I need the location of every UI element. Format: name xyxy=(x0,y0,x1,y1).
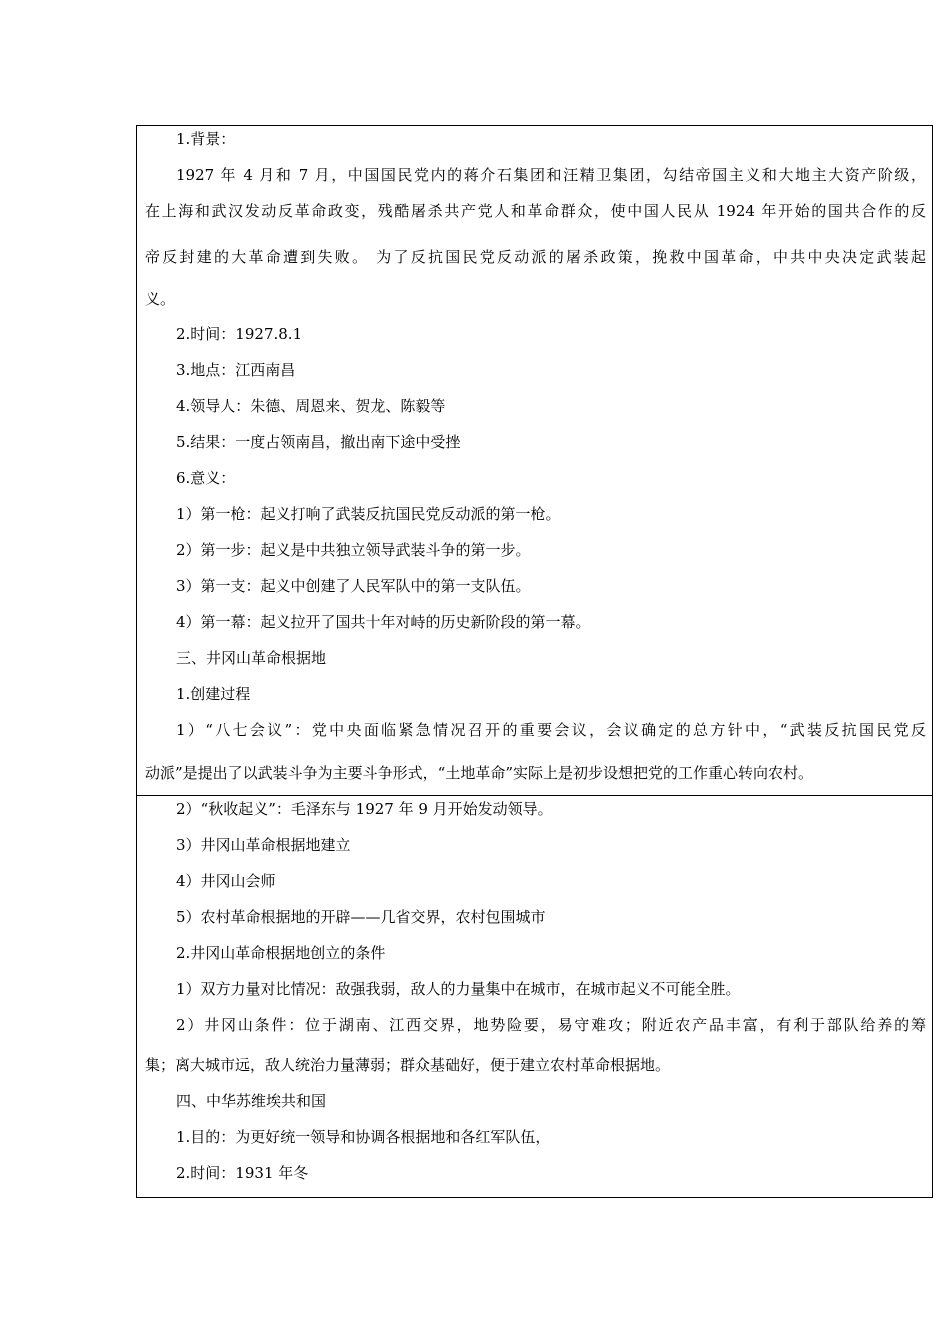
section-heading: 三、井冈山革命根据地 xyxy=(176,649,327,667)
paragraph-line: 4）井冈山会师 xyxy=(176,872,276,890)
paragraph-line: 1.目的：为更好统一领导和协调各根据地和各红军队伍， xyxy=(176,1128,551,1146)
paragraph-line: 1）双方力量对比情况：敌强我弱，敌人的力量集中在城市，在城市起义不可能全胜。 xyxy=(176,980,741,998)
paragraph-line: 集；离大城市远，敌人统治力量薄弱；群众基础好，便于建立农村革命根据地。 xyxy=(145,1056,671,1074)
table-cell-bottom xyxy=(136,795,933,1198)
paragraph-line: 3.地点：江西南昌 xyxy=(176,361,296,379)
paragraph-line: 义。 xyxy=(145,290,176,308)
paragraph-line: 5）农村革命根据地的开辟——几省交界，农村包围城市 xyxy=(176,908,546,926)
subsection-heading: 2.井冈山革命根据地创立的条件 xyxy=(176,944,386,962)
paragraph-line: 3）第一支：起义中创建了人民军队中的第一支队伍。 xyxy=(176,577,531,595)
table-cell-top xyxy=(136,125,933,796)
section-heading: 四、中华苏维埃共和国 xyxy=(176,1092,327,1110)
paragraph-line: 2.时间：1931 年冬 xyxy=(176,1164,309,1182)
paragraph-line: 1）“八七会议”：党中央面临紧急情况召开的重要会议，会议确定的总方针中，“武装反抗国民党反 xyxy=(176,721,926,739)
subsection-heading: 1.创建过程 xyxy=(176,685,251,703)
paragraph-line: 动派”是提出了以武装斗争为主要斗争形式，“土地革命”实际上是初步设想把党的工作重心转向农村。 xyxy=(145,764,814,782)
paragraph-line: 帝反封建的大革命遭到失败。 为了反抗国民党反动派的屠杀政策，挽救中国革命，中共中央决定武装起 xyxy=(145,248,926,266)
paragraph-line: 4）第一幕：起义拉开了国共十年对峙的历史新阶段的第一幕。 xyxy=(176,613,591,631)
paragraph-line: 2）“秋收起义”：毛泽东与 1927 年 9 月开始发动领导。 xyxy=(176,800,553,818)
paragraph-line: 2）井冈山条件：位于湖南、江西交界，地势险要，易守难攻；附近农产品丰富，有利于部队给养的筹 xyxy=(176,1016,926,1034)
paragraph-line: 6.意义： xyxy=(176,469,236,487)
paragraph-line: 在上海和武汉发动反革命政变，残酷屠杀共产党人和革命群众，使中国人民从 1924 年开始的国共合作的反 xyxy=(145,202,926,220)
paragraph-line: 2.时间：1927.8.1 xyxy=(176,325,303,343)
paragraph-line: 3）井冈山革命根据地建立 xyxy=(176,836,351,854)
paragraph-line: 1927 年 4 月和 7 月，中国国民党内的蒋介石集团和汪精卫集团，勾结帝国主义和大地主大资产阶级， xyxy=(176,166,926,184)
paragraph-line: 1.背景： xyxy=(176,130,236,148)
paragraph-line: 4.领导人：朱德、周恩来、贺龙、陈毅等 xyxy=(176,397,446,415)
paragraph-line: 5.结果：一度占领南昌，撤出南下途中受挫 xyxy=(176,433,461,451)
paragraph-line: 2）第一步：起义是中共独立领导武装斗争的第一步。 xyxy=(176,541,531,559)
paragraph-line: 1）第一枪：起义打响了武装反抗国民党反动派的第一枪。 xyxy=(176,505,561,523)
